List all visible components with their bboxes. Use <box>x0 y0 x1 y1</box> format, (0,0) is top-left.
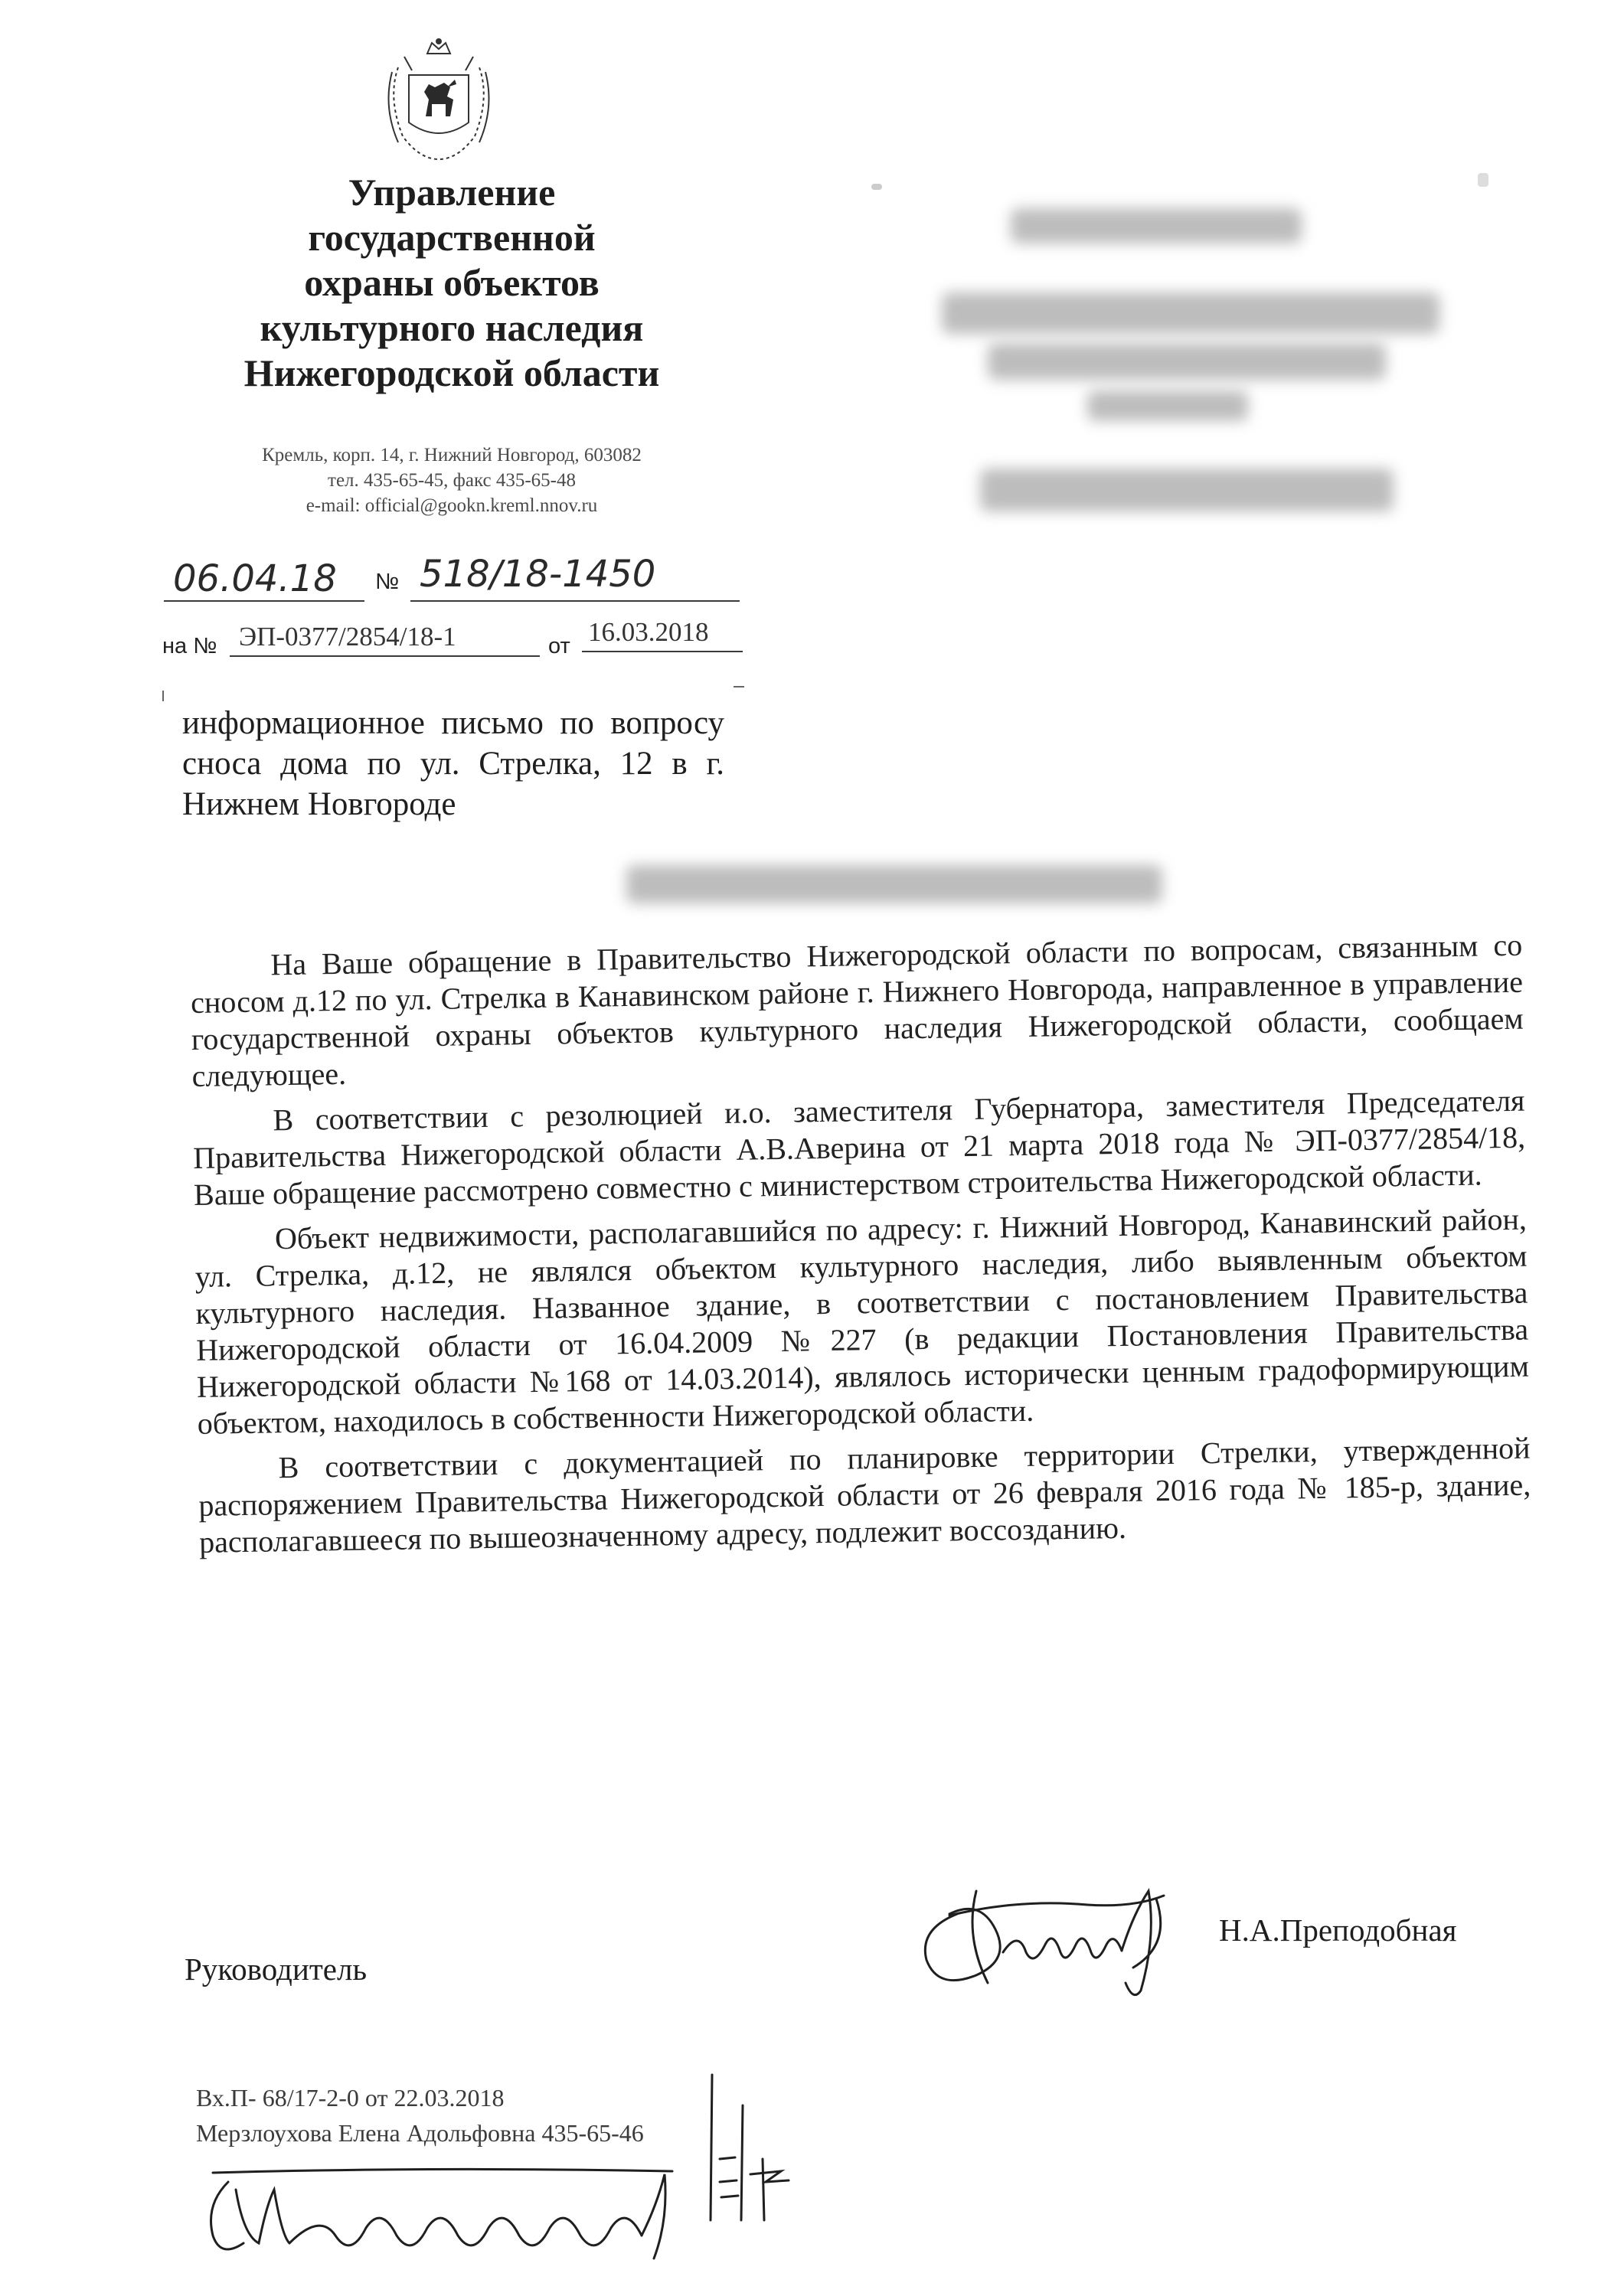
reply-date-underline <box>582 651 743 652</box>
outgoing-number: 518/18-1450 <box>420 553 656 596</box>
org-line: государственной <box>308 216 596 259</box>
email-line: e-mail: official@gookn.kreml.nnov.ru <box>306 495 598 516</box>
org-line: Управление <box>348 171 556 214</box>
coat-of-arms-icon <box>381 37 496 165</box>
scan-speck <box>1478 173 1488 187</box>
redacted-addressee-line <box>988 343 1386 380</box>
redacted-addressee-line <box>980 469 1394 511</box>
letter-subject: информационное письмо по вопросу сноса дома по ул. Стрелка, 12 в г. Нижнем Новгороде <box>182 705 724 822</box>
phone-line: тел. 435-65-45, факс 435-65-48 <box>328 470 576 491</box>
reply-number: ЭП-0377/2854/18-1 <box>239 622 456 652</box>
signatory-name: Н.А.Преподобная <box>1219 1912 1457 1948</box>
org-line: культурного наследия <box>260 306 644 349</box>
reply-number-underline <box>230 655 540 657</box>
body-paragraph: В соответствии с документацией по планировке территории Стрелки, утвержденной распоряжением Правительства Нижегородской области от 26 февраля 2016 года № 185-р, здание, располагавшееся по вышеозначенному адресу, подлежит воссозданию. <box>198 1430 1531 1560</box>
corner-mark <box>734 686 744 687</box>
number-sign: № <box>375 570 400 594</box>
body-paragraph: На Ваше обращение в Правительство Нижегородской области по вопросам, связанным со сносом д.12 по ул. Стрелка в Канавинском районе г. Нижнего Новгорода, направленное в управление государственной охраны объектов культурного наследия Нижегородской области, сообщаем следующее. <box>190 927 1524 1093</box>
address-line: Кремль, корп. 14, г. Нижний Новгород, 603082 <box>262 445 642 465</box>
body-paragraph: Объект недвижимости, располагавшийся по адресу: г. Нижний Новгород, Канавинский район, ул. Стрелка, д.12, не являлся объектом культурного наследия, либо выявленным объектом культурного наследия. Названное здание, в соответствии с постановлением Правительства Нижегородской области от 16.04.2009 №227 (в редакции Постановления Правительства Нижегородской области №168 от 14.03.2014), являлось исторически ценным градоформирующим объектом, находилось в собственности Нижегородской области. <box>194 1201 1530 1441</box>
redacted-addressee-line <box>1011 208 1302 243</box>
organization-title <box>123 170 781 396</box>
org-contacts <box>176 443 727 518</box>
body-paragraph: В соответствии с резолюцией и.о. заместителя Губернатора, заместителя Председателя Правительства Нижегородской области А.В.Аверина от 21 марта 2018 года № ЭП-0377/2854/18, Ваше обращение рассмотрено совместно с министерством строительства Нижегородской области. <box>192 1083 1526 1212</box>
executor-info: Мерзлоухова Елена Адольфовна 435-65-46 <box>196 2119 644 2147</box>
signature-icon <box>903 1868 1225 2006</box>
handwritten-executor-name <box>198 2159 688 2266</box>
number-underline <box>410 600 740 602</box>
reply-from-label: от <box>548 634 570 658</box>
reply-prefix: на № <box>162 634 217 658</box>
date-underline <box>164 600 364 602</box>
pen-mark-icon <box>689 2067 804 2228</box>
outgoing-date: 06.04.18 <box>173 557 337 600</box>
redacted-name <box>626 865 1162 903</box>
incoming-registration: Вх.П- 68/17-2-0 от 22.03.2018 <box>196 2084 505 2111</box>
redacted-addressee-line <box>942 292 1439 334</box>
redacted-addressee-line <box>1087 390 1248 421</box>
letter-body <box>190 927 1532 1569</box>
org-line: охраны объектов <box>304 261 600 304</box>
corner-mark <box>162 691 164 701</box>
signatory-title: Руководитель <box>185 1951 368 1987</box>
scan-speck <box>871 184 882 190</box>
org-line: Нижегородской области <box>243 351 660 394</box>
reply-date: 16.03.2018 <box>588 617 709 647</box>
